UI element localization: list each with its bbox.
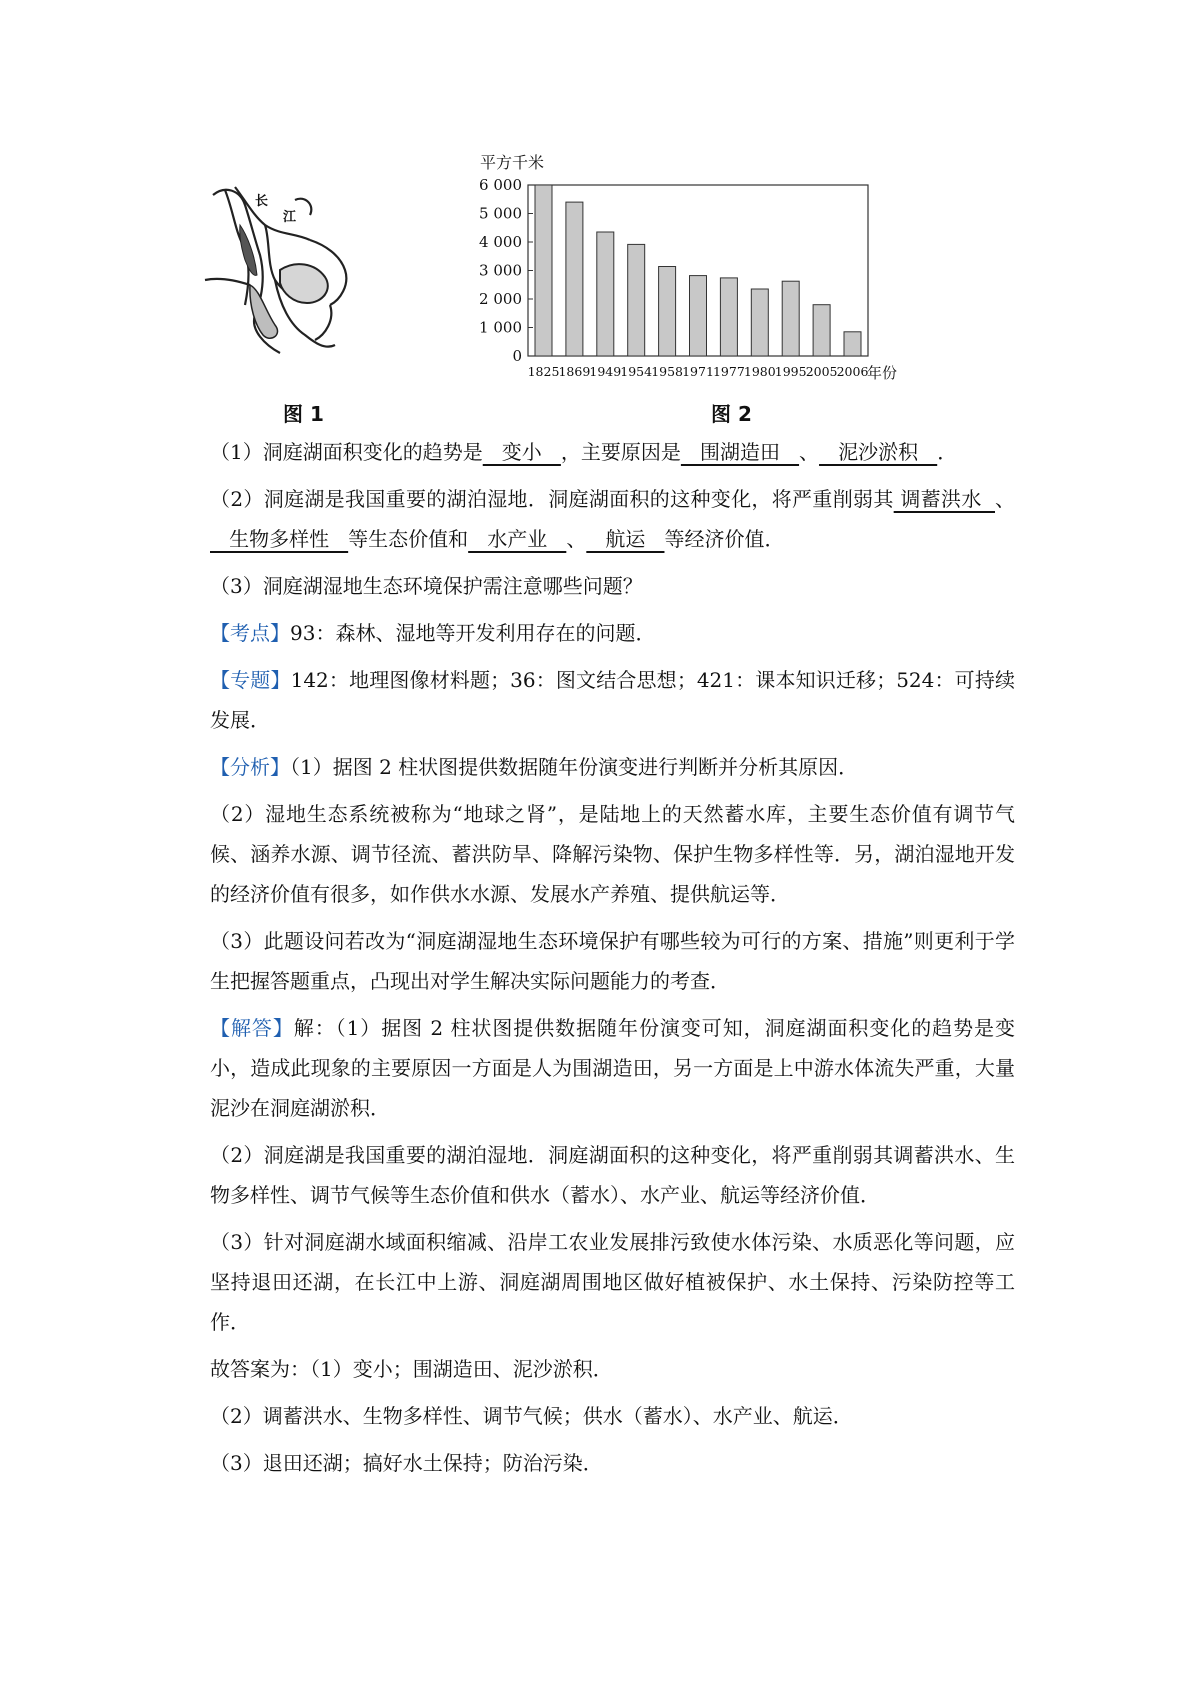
- fenxi-section: [210, 747, 1015, 787]
- chart-bar-1971: [690, 276, 707, 356]
- q2-answer-1: 调蓄洪水: [893, 487, 995, 511]
- chart-x-tick-label: 2005: [805, 364, 838, 379]
- q2-text-5: 等经济价值．: [664, 527, 785, 551]
- zhuanti-section: [210, 660, 1015, 740]
- chart-y-tick-label: 1 000: [479, 318, 522, 337]
- jieda-p1: 解：（1）据图 2 柱状图提供数据随年份演变可知，洞庭湖面积变化的趋势是变小，造成此现象的主要原因一方面是人为围湖造田，另一方面是上中游水体流失严重，大量泥沙在洞庭湖淤积．: [210, 1016, 1015, 1120]
- jieda-p3: （3）针对洞庭湖水域面积缩减、沿岸工农业发展排污致使水体污染、水质恶化等问题，应坚持退田还湖，在长江中上游、洞庭湖周围地区做好植被保护、水土保持、污染防控等工作．: [210, 1230, 1015, 1334]
- q2-text-3: 等生态价值和: [348, 527, 469, 551]
- chart-x-tick-label: 1825: [527, 364, 560, 379]
- dongting-lake-map: [205, 185, 355, 360]
- map-label-chang: 长: [255, 194, 269, 209]
- chart-bar-1949: [597, 232, 614, 356]
- jieda-tag: 【解答】: [210, 1016, 294, 1040]
- jieda-p2: （2）洞庭湖是我国重要的湖泊湿地．洞庭湖面积的这种变化，将严重削弱其调蓄洪水、生物多样性、调节气候等生态价值和供水（蓄水）、水产业、航运等经济价值．: [210, 1143, 1015, 1207]
- figure-2-caption: 图 2: [711, 402, 752, 426]
- q1-text-1: （1）洞庭湖面积变化的趋势是: [210, 440, 483, 464]
- chart-y-tick-label: 0: [512, 347, 522, 365]
- kaodian-section: [210, 613, 1015, 653]
- map-label-jiang: 江: [283, 210, 297, 225]
- document-content: [210, 432, 1015, 1490]
- chart-x-tick-label: 1971: [682, 364, 714, 379]
- kaodian-text: 93：森林、湿地等开发利用存在的问题．: [290, 621, 656, 645]
- chart-x-tick-label: 1980: [743, 364, 776, 379]
- q1-text-2: ，主要原因是: [560, 440, 681, 464]
- chart-x-axis-label: 年份: [867, 364, 898, 382]
- q2-text-4: 、: [566, 527, 587, 551]
- q2-answer-2: 生物多样性: [210, 527, 349, 551]
- kaodian-tag: 【考点】: [210, 621, 290, 645]
- chart-x-tick-label: 1869: [558, 364, 591, 379]
- chart-x-tick-label: 1949: [589, 364, 622, 379]
- chart-x-tick-label: 1954: [620, 364, 653, 379]
- q2-answer-4: 航运: [586, 527, 665, 551]
- fenxi-p2: （2）湿地生态系统被称为“地球之肾”，是陆地上的天然蓄水库，主要生态价值有调节气候、涵养水源、调节径流、蓄洪防旱、降解污染物、保护生物多样性等．另，湖泊湿地开发的经济价值有很多，如作供水水源、发展水产养殖、提供航运等．: [210, 802, 1015, 906]
- q2-text-1: （2）洞庭湖是我国重要的湖泊湿地．洞庭湖面积的这种变化，将严重削弱其: [210, 487, 894, 511]
- q2-text-2: 、: [995, 487, 1015, 511]
- chart-bar-1977: [720, 278, 737, 356]
- q1-answer-2: 围湖造田: [680, 440, 800, 464]
- question-3: （3）洞庭湖湿地生态环境保护需注意哪些问题？: [210, 574, 643, 598]
- zhuanti-text: 142：地理图像材料题；36：图文结合思想；421：课本知识迁移；524：可持续发展．: [210, 668, 1015, 732]
- q1-text-4: ．: [937, 440, 958, 464]
- answer-summary-3: （3）退田还湖；搞好水土保持；防治污染．: [210, 1451, 603, 1475]
- chart-bar-1995: [782, 281, 799, 356]
- fenxi-p1: （1）据图 2 柱状图提供数据随年份演变进行判断并分析其原因．: [290, 755, 859, 779]
- fenxi-tag: 【分析】: [210, 755, 290, 779]
- q1-answer-3: 泥沙淤积: [819, 440, 938, 464]
- chart-bar-1825: [535, 185, 552, 356]
- chart-y-tick-label: 5 000: [479, 204, 522, 223]
- figure-1-caption: 图 1: [283, 402, 324, 426]
- chart-bar-1954: [628, 244, 645, 356]
- chart-y-tick-label: 4 000: [479, 233, 522, 251]
- answer-summary-1: 故答案为：（1）变小；围湖造田、泥沙淤积．: [210, 1357, 613, 1381]
- chart-bar-1869: [566, 202, 583, 356]
- zhuanti-tag: 【专题】: [210, 668, 291, 692]
- chart-bar-2006: [844, 332, 861, 356]
- figures-area: [0, 0, 1200, 426]
- answer-summary-2: （2）调蓄洪水、生物多样性、调节气候；供水（蓄水）、水产业、航运．: [210, 1404, 853, 1428]
- chart-y-axis-label: 平方千米: [480, 153, 545, 172]
- lake-area-bar-chart: [460, 150, 898, 385]
- q1-text-3: 、: [799, 440, 820, 464]
- q1-answer-1: 变小: [482, 440, 561, 464]
- chart-y-tick-label: 6 000: [479, 176, 522, 194]
- jieda-section: [210, 1008, 1015, 1128]
- chart-x-tick-label: 1977: [712, 364, 745, 379]
- chart-bar-1980: [751, 289, 768, 356]
- question-1: [210, 432, 1015, 472]
- chart-y-tick-label: 3 000: [479, 261, 522, 280]
- q2-answer-3: 水产业: [468, 527, 567, 551]
- chart-bar-2005: [813, 305, 830, 356]
- chart-x-tick-label: 2006: [836, 364, 869, 379]
- chart-bar-1958: [659, 267, 676, 357]
- chart-x-tick-label: 1958: [651, 364, 684, 379]
- chart-x-tick-label: 1995: [774, 364, 807, 379]
- question-2: [210, 479, 1015, 559]
- chart-y-tick-label: 2 000: [479, 290, 522, 308]
- fenxi-p3: （3）此题设问若改为“洞庭湖湿地生态环境保护有哪些较为可行的方案、措施”则更利于学生把握答题重点，凸现出对学生解决实际问题能力的考查．: [210, 929, 1015, 993]
